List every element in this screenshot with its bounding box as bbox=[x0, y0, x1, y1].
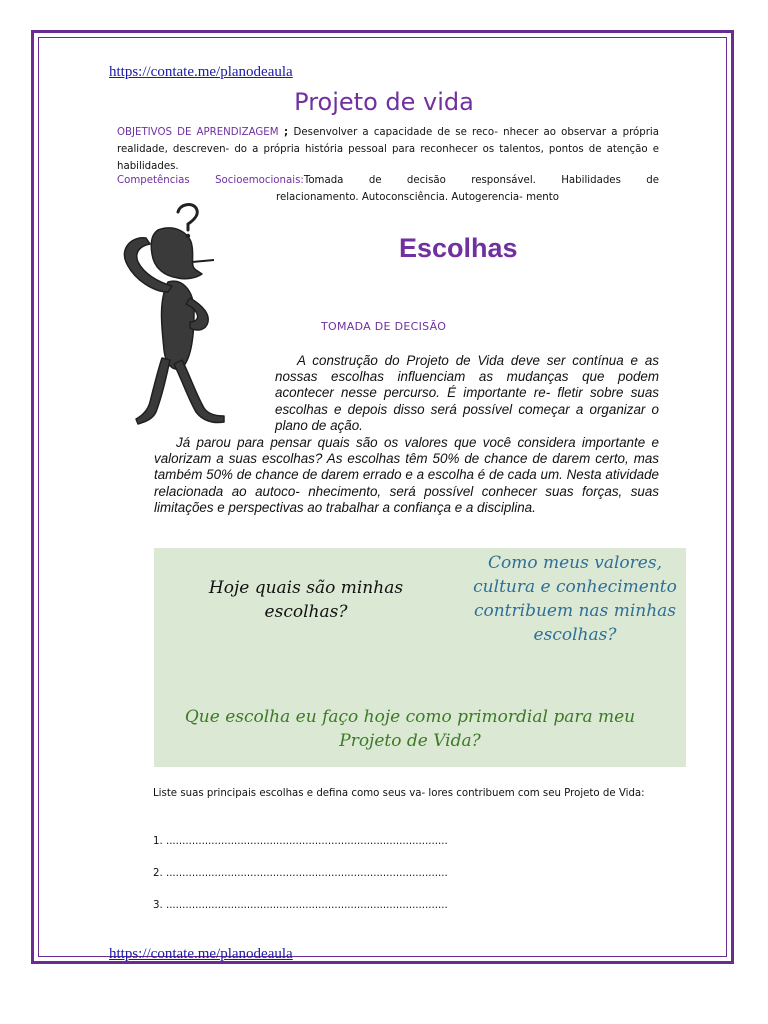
reflection-question-3: Que escolha eu faço hoje como primordial para meu Projeto de Vida? bbox=[184, 707, 636, 751]
objectives-separator: ; bbox=[278, 127, 294, 138]
competencies-text-2: relacionamento. Autoconsciência. Autogerencia- mento bbox=[276, 192, 559, 203]
section-title: Escolhas bbox=[399, 233, 518, 263]
thinking-figure-icon bbox=[86, 200, 266, 432]
header-link[interactable]: https://contate.me/planodeaula bbox=[109, 64, 293, 80]
paragraph-2: Já parou para pensar quais são os valores que você considera importante e valorizam a suas escolhas? As escolhas têm 50% de chance de darem certo, mas também 50% de chance de darem errado e a escolha é de cada um. Nesta atividade relacionada ao autoco- nhecimento, será possível conhecer suas forças, suas limitações e perspectivas ao trabalhar a confiança e a disciplina. bbox=[154, 435, 659, 515]
competencies-label: Competências Socioemocionais: bbox=[117, 175, 304, 186]
answer-line-1[interactable]: 1. ....................................................................................... bbox=[153, 836, 448, 847]
paragraph-1: A construção do Projeto de Vida deve ser contínua e as nossas escolhas influenciam as mudanças que podem acontecer nesse percurso. É importante re- fletir sobre suas escolhas e depois disso será possível começar a organizar o plano de ação. bbox=[275, 353, 659, 433]
objectives-block bbox=[117, 124, 659, 175]
objectives-label: OBJETIVOS DE APRENDIZAGEM bbox=[117, 127, 279, 138]
reflection-question-2: Como meus valores, cultura e conhecimento contribuem nas minhas escolhas? bbox=[473, 553, 677, 645]
instruction-text: Liste suas principais escolhas e defina como seus va- lores contribuem com seu Projeto de Vida: bbox=[153, 788, 645, 799]
reflection-question-1: Hoje quais são minhas escolhas? bbox=[208, 578, 404, 622]
answer-line-2[interactable]: 2. ....................................................................................... bbox=[153, 868, 448, 879]
subheading: TOMADA DE DECISÃO bbox=[321, 320, 447, 333]
answer-line-3[interactable]: 3. ....................................................................................... bbox=[153, 900, 448, 911]
objectives-text: Desenvolver a capacidade de se reco- nhecer ao observar a própria realidade, descreven- do a própria história pessoal para reconhecer os talentos, pontos de atenção e habilidades. bbox=[117, 127, 659, 172]
page-title: Projeto de vida bbox=[294, 88, 474, 116]
competencies-text-1: Tomada de decisão responsável. Habilidades de bbox=[303, 175, 660, 186]
footer-link[interactable]: https://contate.me/planodeaula bbox=[109, 946, 293, 962]
